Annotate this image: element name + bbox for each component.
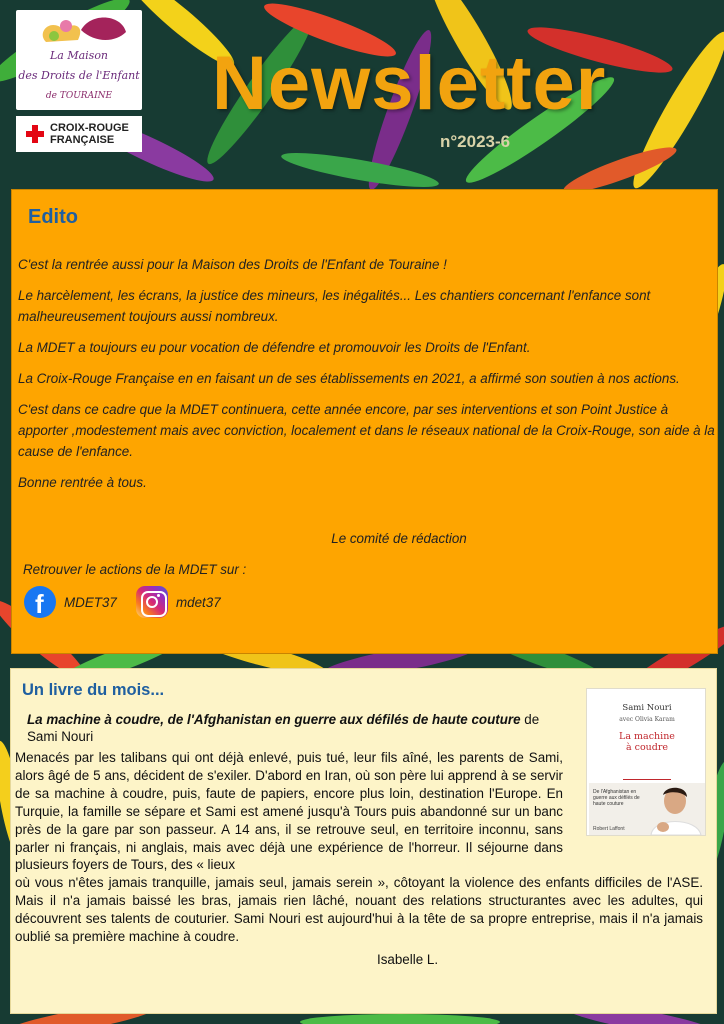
- book-subtitle: , de l'Afghanistan en guerre aux défilés de haute couture: [160, 712, 521, 727]
- croix-rouge-logo-text: [50, 122, 129, 146]
- mdet-logo-line1: La Maison: [49, 49, 109, 62]
- social-intro-text: Retrouver le actions de la MDET sur :: [23, 562, 247, 577]
- cover-publisher: Robert Laffont: [593, 826, 625, 832]
- reviewer-name: Isabelle L.: [377, 952, 439, 967]
- mdet-logo: [16, 10, 142, 110]
- book-heading: [27, 711, 563, 745]
- cover-title: [587, 731, 707, 753]
- croix-rouge-line1: CROIX-ROUGE: [50, 122, 129, 134]
- instagram-icon: [136, 586, 168, 618]
- edito-section: [11, 189, 718, 654]
- croix-rouge-line2: FRANÇAISE: [50, 134, 115, 146]
- book-review-text: Menacés par les talibans qui ont déjà enlevé, puis tué, leur fils aîné, les parents de Sami, alors âgé de 5 ans, décident de s'exiler. D'abord en Iran, où son père lui apprend à se servir de sa machine à coudre, puis, faute de papiers, encore plus loin, destination l'Europe. En Turquie, la famille se sépare et Sami est amené jusqu'à Tours puis abandonné sur un banc près de la gare par son passeur. A 14 ans, il se retrouve seul, en territoire inconnu, sans parler ni français, ni anglais, mais avec déjà une expérience de l'horreur. Il séjourne dans plusieurs foyers de Tours, des « lieux: [15, 750, 563, 873]
- cover-blurb: De l'Afghanistan en guerre aux défilés de haute couture: [593, 789, 640, 807]
- book-section-heading: Un livre du mois...: [22, 681, 165, 699]
- edito-heading: Edito: [28, 206, 78, 228]
- edito-paragraph: La MDET a toujours eu pour vocation de défendre et promouvoir les Droits de l'Enfant.: [18, 340, 531, 355]
- cover-divider: [623, 779, 671, 780]
- edito-paragraph: La Croix-Rouge Française en en faisant un de ses établissements en 2021, a affirmé son soutien à nos actions.: [18, 371, 680, 386]
- facebook-link[interactable]: [24, 586, 117, 618]
- instagram-link[interactable]: [136, 586, 221, 618]
- book-author: de Sami Nouri: [27, 712, 540, 744]
- edito-paragraph: C'est dans ce cadre que la MDET continuera, cette année encore, par ses interventions et son Point Justice à apporter ,modestement mais avec conviction, localement et dans le réseaux national de la Croix-Rouge, son aide à la cause de l'enfance.: [18, 402, 715, 459]
- mdet-logo-graphic: [26, 12, 132, 52]
- edito-paragraph: Le harcèlement, les écrans, la justice des mineurs, les inégalités... Les chantiers concernant l'enfance sont malheureusement toujours aussi nombreux.: [18, 288, 651, 324]
- book-of-month-section: [10, 668, 717, 1014]
- edito-paragraph: C'est la rentrée aussi pour la Maison des Droits de l'Enfant de Touraine !: [18, 257, 447, 272]
- book-review-text: où vous n'êtes jamais tranquille, jamais seul, jamais serein », côtoyant la violence des enfants difficiles de l'ASE. Mais il n'a jamais baissé les bras, jamais rien lâché, nouant des relations structurantes avec les adultes, qui découvrent ses talents de couturier. Sami Nouri est aujourd'hui à la tête de sa propre entreprise, mais il n'a jamais oublié sa première machine à coudre.: [15, 875, 703, 945]
- facebook-icon: f: [24, 586, 56, 618]
- book-cover-image: [586, 688, 706, 836]
- mdet-logo-line2: des Droits de l'Enfant: [18, 69, 140, 82]
- mdet-logo-line3: de TOURAINE: [45, 91, 113, 101]
- edito-body: [18, 254, 716, 503]
- cover-title-line2: à coudre: [625, 742, 669, 753]
- red-cross-icon: [26, 125, 44, 143]
- croix-rouge-logo: [16, 116, 142, 152]
- cover-coauthor: avec Olivia Karam: [619, 716, 675, 723]
- edito-signature: Le comité de rédaction: [331, 531, 467, 546]
- newsletter-title: Newsletter: [212, 41, 607, 126]
- cover-author: Sami Nouri: [622, 703, 672, 713]
- facebook-handle: MDET37: [64, 594, 117, 610]
- book-title: La machine à coudre: [27, 712, 161, 727]
- edito-paragraph: Bonne rentrée à tous.: [18, 475, 147, 490]
- instagram-handle: mdet37: [176, 594, 221, 610]
- issue-number: n°2023-6: [440, 132, 511, 151]
- cover-title-line1: La machine: [619, 731, 675, 742]
